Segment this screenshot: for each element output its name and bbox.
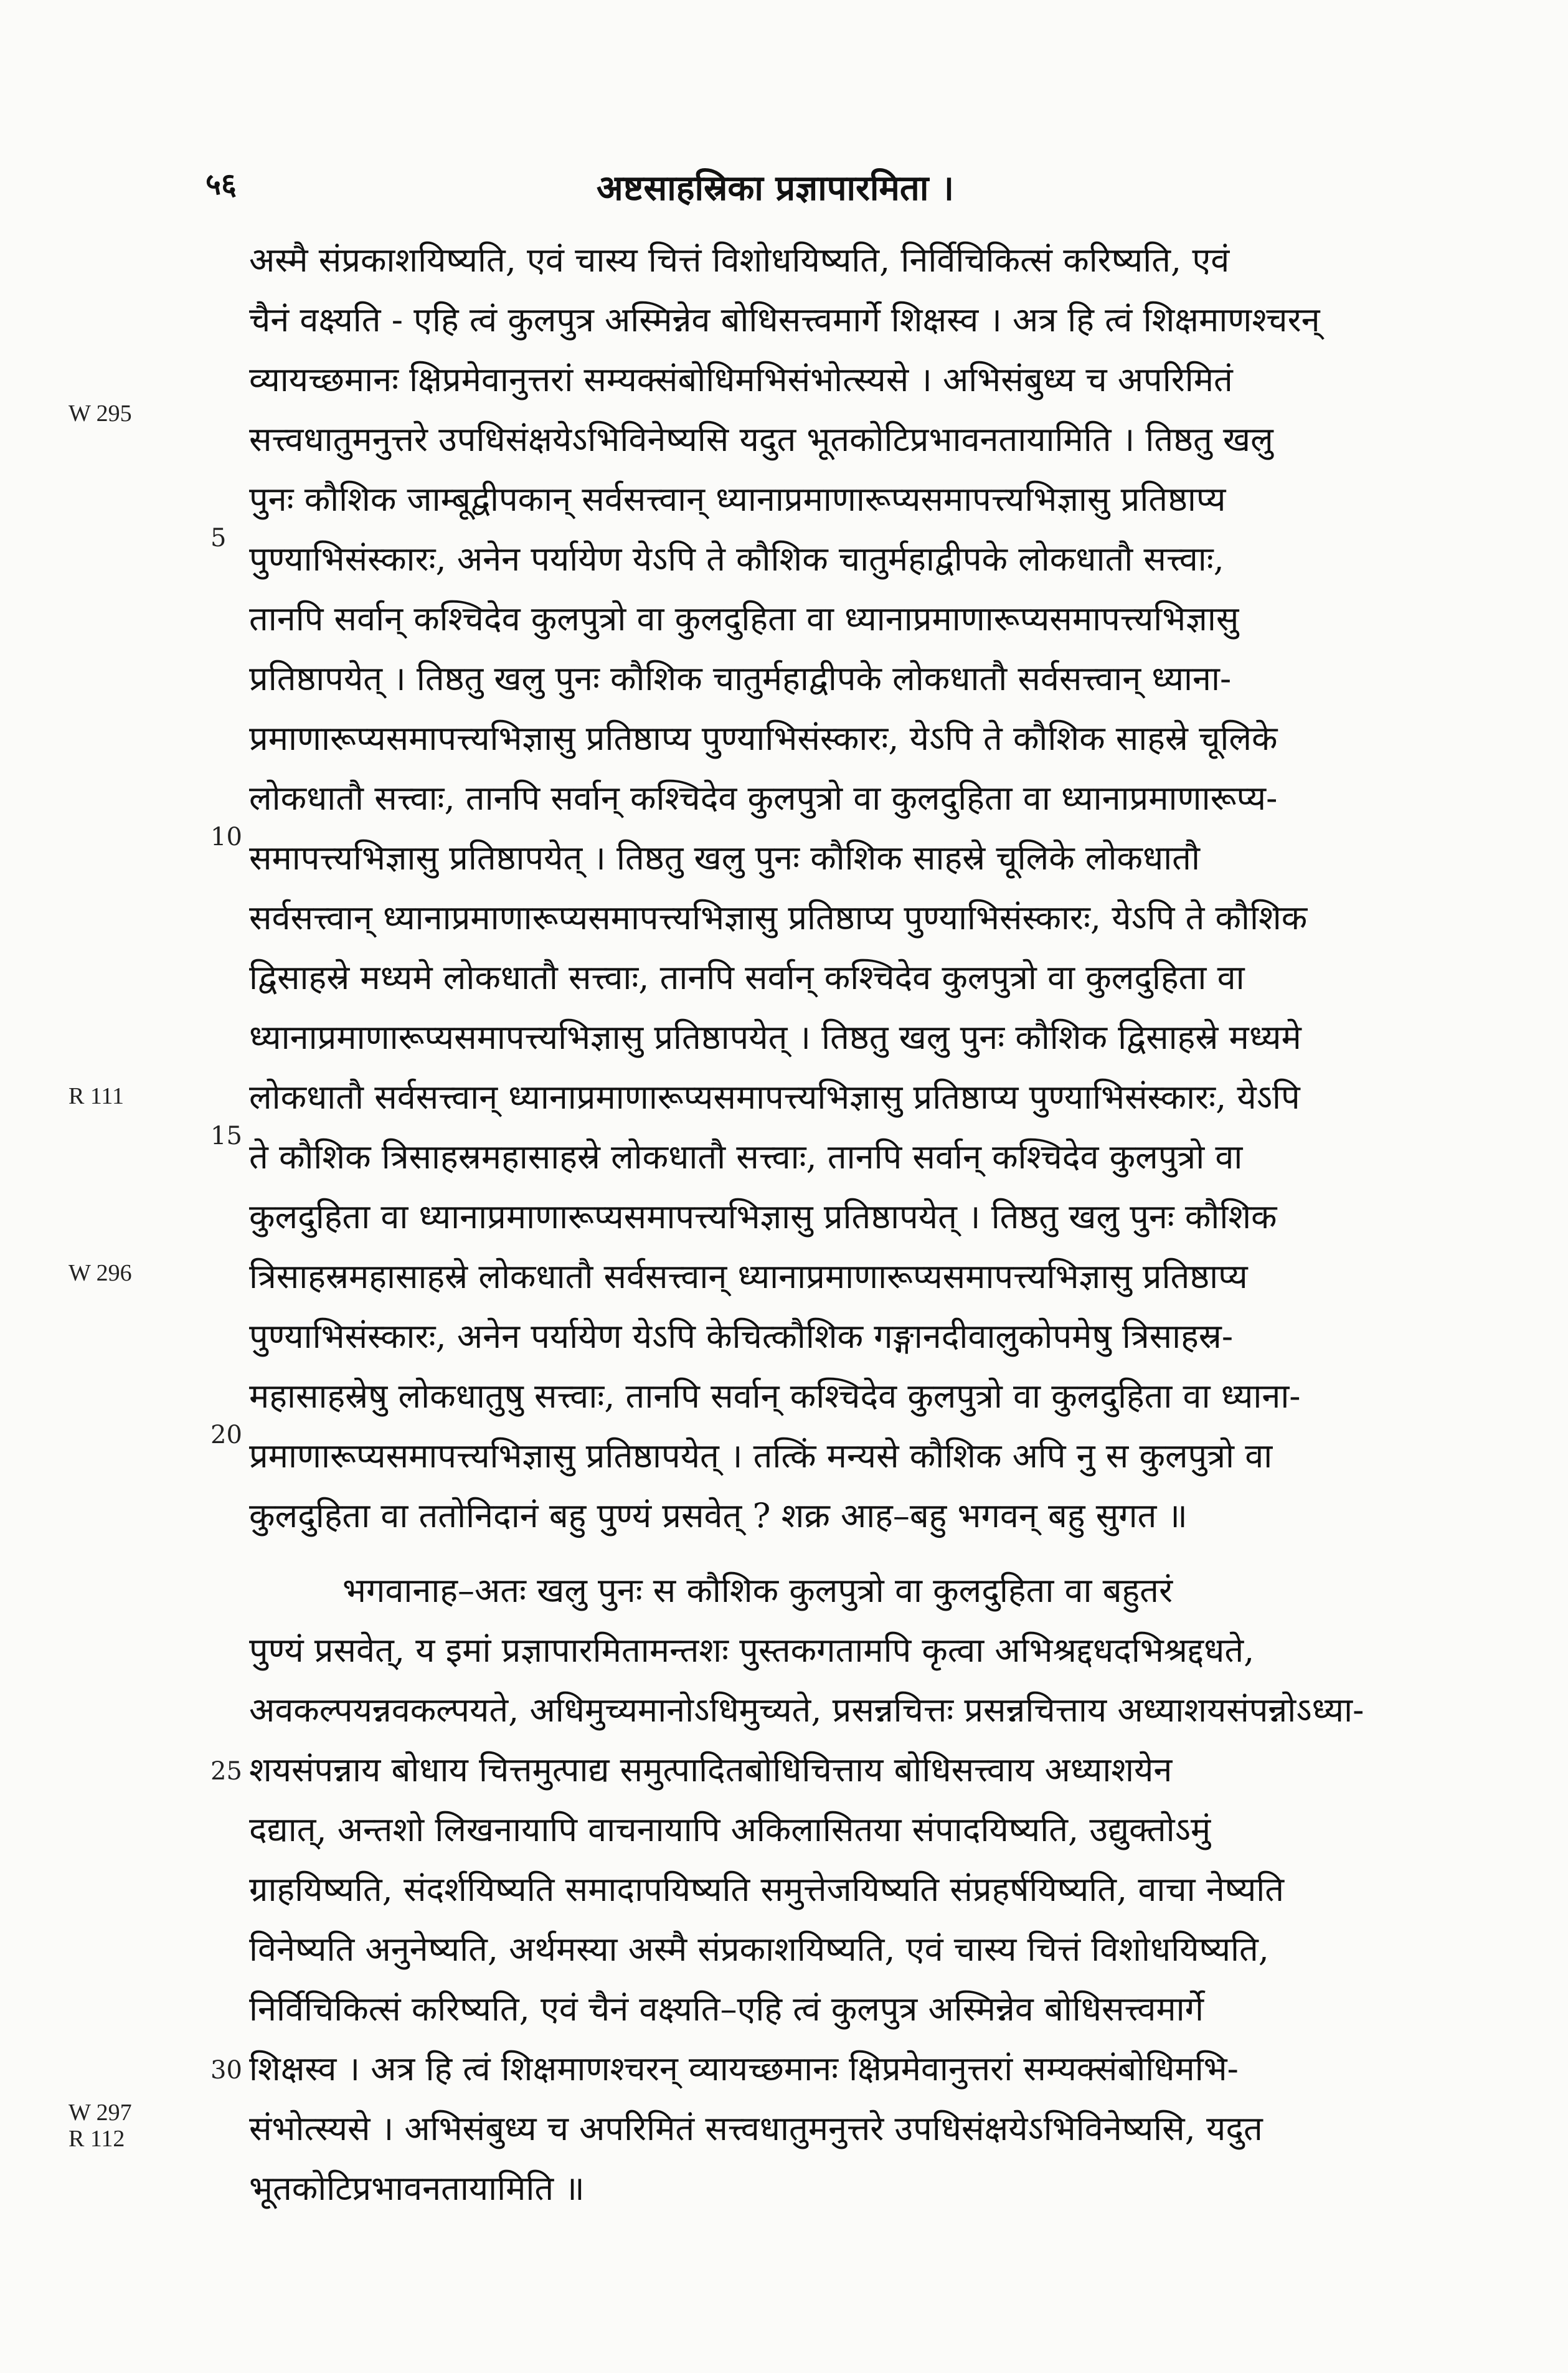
text-line: पुण्यं प्रसवेत्, य इमां प्रज्ञापारमितामन्तशः पुस्तकगतामपि कृत्वा अभिश्रद्दधदभिश्रद्दधते, (249, 1631, 1255, 1670)
text-line: भूतकोटिप्रभावनतायामिति ॥ (249, 2169, 585, 2208)
text-line: प्रमाणारूप्यसमापत्त्यभिज्ञासु प्रतिष्ठापयेत् । तत्किं मन्यसे कौशिक अपि नु स कुलपुत्रो वा (249, 1436, 1273, 1475)
text-line: शयसंपन्नाय बोधाय चित्तमुत्पाद्य समुत्पादितबोधिचित्ताय बोधिसत्त्वाय अध्याशयेन (249, 1750, 1173, 1789)
page-number: ५६ (205, 167, 237, 202)
text-line: चैनं वक्ष्यति - एहि त्वं कुलपुत्र अस्मिन्नेव बोधिसत्त्वमार्गे शिक्षस्व । अत्र हि त्वं शिक्षमाणश्चरन् (249, 300, 1320, 339)
text-line: संभोत्स्यसे । अभिसंबुध्य च अपरिमितं सत्त्वधातुमनुत्तरे उपधिसंक्षयेऽभिविनेष्यसि, यदुत (249, 2109, 1263, 2148)
text-line: पुनः कौशिक जाम्बूद्वीपकान् सर्वसत्त्वान् ध्यानाप्रमाणारूप्यसमापत्त्यभिज्ञासु प्रतिष्ठाप्य (249, 480, 1226, 519)
text-line: सत्त्वधातुमनुत्तरे उपधिसंक्षयेऽभिविनेष्यसि यदुत भूतकोटिप्रभावनतायामिति । तिष्ठतु खलु (249, 420, 1273, 459)
text-line: ग्राहयिष्यति, संदर्शयिष्यति समादापयिष्यति समुत्तेजयिष्यति संप्रहर्षयिष्यति, वाचा नेष्यति (249, 1870, 1285, 1909)
text-line: तानपि सर्वान् कश्चिदेव कुलपुत्रो वा कुलदुहिता वा ध्यानाप्रमाणारूप्यसमापत्त्यभिज्ञासु (249, 599, 1239, 638)
line-number: 20 (210, 1421, 242, 1449)
text-line: समापत्त्यभिज्ञासु प्रतिष्ठापयेत् । तिष्ठतु खलु पुनः कौशिक साहस्रे चूलिके लोकधातौ (249, 838, 1200, 878)
line-number: 10 (210, 823, 242, 851)
text-line: निर्विचिकित्सं करिष्यति, एवं चैनं वक्ष्यति–एहि त्वं कुलपुत्र अस्मिन्नेव बोधिसत्त्वमार्गे (249, 1989, 1204, 2029)
margin-reference: R 112 (68, 2126, 125, 2152)
text-line: प्रमाणारूप्यसमापत्त्यभिज्ञासु प्रतिष्ठाप्य पुण्याभिसंस्कारः, येऽपि ते कौशिक साहस्रे चूलिके (249, 719, 1278, 758)
margin-reference: W 296 (68, 1260, 132, 1286)
line-number: 5 (210, 524, 227, 552)
text-line: अस्मै संप्रकाशयिष्यति, एवं चास्य चित्तं विशोधयिष्यति, निर्विचिकित्सं करिष्यति, एवं (249, 240, 1230, 280)
text-line: लोकधातौ सर्वसत्त्वान् ध्यानाप्रमाणारूप्यसमापत्त्यभिज्ञासु प्रतिष्ठाप्य पुण्याभिसंस्कारः, येऽपि (249, 1078, 1300, 1117)
margin-reference: W 297 (68, 2100, 132, 2126)
text-line: सर्वसत्त्वान् ध्यानाप्रमाणारूप्यसमापत्त्यभिज्ञासु प्रतिष्ठाप्य पुण्याभिसंस्कारः, येऽपि ते कौशिक (249, 898, 1308, 937)
text-line: पुण्याभिसंस्कारः, अनेन पर्यायेण येऽपि ते कौशिक चातुर्महाद्वीपके लोकधातौ सत्त्वाः, (249, 539, 1224, 579)
text-line: महासाहस्रेषु लोकधातुषु सत्त्वाः, तानपि सर्वान् कश्चिदेव कुलपुत्रो वा कुलदुहिता वा ध्याना- (249, 1376, 1301, 1416)
running-title: अष्टसाहस्रिका प्रज्ञापारमिता । (596, 168, 955, 209)
page-header (205, 163, 1345, 213)
text-line: कुलदुहिता वा ततोनिदानं बहु पुण्यं प्रसवेत् ? शक्र आह–बहु भगवन् बहु सुगत ॥ (249, 1496, 1188, 1535)
text-line: पुण्याभिसंस्कारः, अनेन पर्यायेण येऽपि केचित्कौशिक गङ्गानदीवालुकोपमेषु त्रिसाहस्र- (249, 1317, 1234, 1356)
text-line: लोकधातौ सत्त्वाः, तानपि सर्वान् कश्चिदेव कुलपुत्रो वा कुलदुहिता वा ध्यानाप्रमाणारूप्य- (249, 779, 1278, 818)
text-line: भगवानाह–अतः खलु पुनः स कौशिक कुलपुत्रो वा कुलदुहिता वा बहुतरं (342, 1571, 1173, 1610)
text-line: अवकल्पयन्नवकल्पयते, अधिमुच्यमानोऽधिमुच्यते, प्रसन्नचित्तः प्रसन्नचित्ताय अध्याशयसंपन्नोऽध्या- (249, 1690, 1364, 1730)
text-line: ते कौशिक त्रिसाहस्रमहासाहस्रे लोकधातौ सत्त्वाः, तानपि सर्वान् कश्चिदेव कुलपुत्रो वा (249, 1137, 1243, 1177)
text-line: कुलदुहिता वा ध्यानाप्रमाणारूप्यसमापत्त्यभिज्ञासु प्रतिष्ठापयेत् । तिष्ठतु खलु पुनः कौशिक (249, 1197, 1277, 1236)
text-line: द्विसाहस्रे मध्यमे लोकधातौ सत्त्वाः, तानपि सर्वान् कश्चिदेव कुलपुत्रो वा कुलदुहिता वा (249, 958, 1245, 997)
line-number: 25 (210, 1757, 242, 1786)
text-line: विनेष्यति अनुनेष्यति, अर्थमस्या अस्मै संप्रकाशयिष्यति, एवं चास्य चित्तं विशोधयिष्यति, (249, 1930, 1269, 1969)
text-line: ध्यानाप्रमाणारूप्यसमापत्त्यभिज्ञासु प्रतिष्ठापयेत् । तिष्ठतु खलु पुनः कौशिक द्विसाहस्रे मध्यमे (249, 1018, 1301, 1057)
text-line: शिक्षस्व । अत्र हि त्वं शिक्षमाणश्चरन् व्यायच्छमानः क्षिप्रमेवानुत्तरां सम्यक्संबोधिमभि- (249, 2049, 1239, 2088)
text-line: प्रतिष्ठापयेत् । तिष्ठतु खलु पुनः कौशिक चातुर्महाद्वीपके लोकधातौ सर्वसत्त्वान् ध्याना- (249, 659, 1232, 698)
text-line: दद्यात्, अन्तशो लिखनायापि वाचनायापि अकिलासितया संपादयिष्यति, उद्युक्तोऽमुं (249, 1810, 1211, 1849)
line-number: 30 (210, 2056, 242, 2085)
margin-reference: R 111 (68, 1083, 125, 1109)
text-line: त्रिसाहस्रमहासाहस्रे लोकधातौ सर्वसत्त्वान् ध्यानाप्रमाणारूप्यसमापत्त्यभिज्ञासु प्रतिष्ठाप्य (249, 1257, 1248, 1296)
text-line: व्यायच्छमानः क्षिप्रमेवानुत्तरां सम्यक्संबोधिमभिसंभोत्स्यसे । अभिसंबुध्य च अपरिमितं (249, 360, 1233, 399)
margin-reference: W 295 (68, 400, 132, 427)
line-number: 15 (210, 1122, 242, 1150)
